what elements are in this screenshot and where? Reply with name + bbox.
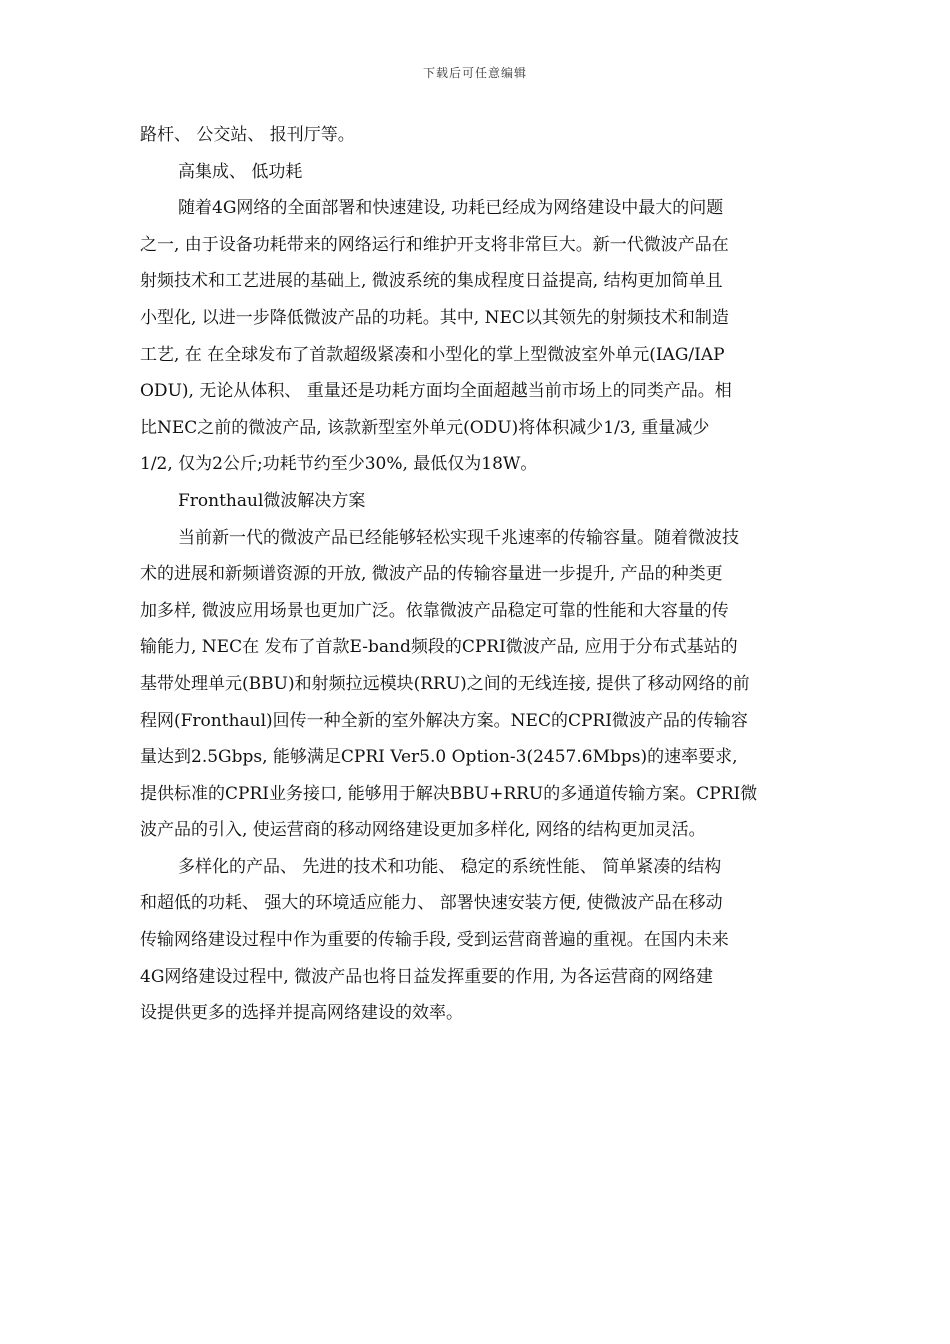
document-body	[140, 117, 812, 1032]
text-line: 之一, 由于设备功耗带来的网络运行和维护开支将非常巨大。新一代微波产品在	[140, 234, 729, 255]
text-line: 小型化, 以进一步降低微波产品的功耗。其中, NEC以其领先的射频技术和制造	[140, 307, 729, 328]
text-line: Fronthaul微波解决方案	[178, 490, 366, 511]
text-line: 提供标准的CPRI业务接口, 能够用于解决BBU+RRU的多通道传输方案。CPRI微	[140, 783, 758, 804]
text-line: 多样化的产品、 先进的技术和功能、 稳定的系统性能、 简单紧凑的结构	[178, 856, 722, 877]
text-line: 4G网络建设过程中, 微波产品也将日益发挥重要的作用, 为各运营商的网络建	[140, 966, 714, 987]
text-line: 当前新一代的微波产品已经能够轻松实现千兆速率的传输容量。随着微波技	[178, 527, 739, 548]
text-line: 量达到2.5Gbps, 能够满足CPRI Ver5.0 Option-3(2457.6Mbps)的速率要求,	[140, 747, 738, 768]
text-line: 设提供更多的选择并提高网络建设的效率。	[140, 1003, 463, 1024]
text-line: 输能力, NEC在 发布了首款E-band频段的CPRI微波产品, 应用于分布式基站的	[140, 637, 738, 658]
text-line: 路杆、 公交站、 报刊厅等。	[140, 125, 355, 145]
text-line: 术的进展和新频谱资源的开放, 微波产品的传输容量进一步提升, 产品的种类更	[140, 564, 723, 585]
text-line: ODU), 无论从体积、 重量还是功耗方面均全面超越当前市场上的同类产品。相	[140, 381, 732, 402]
text-line: 随着4G网络的全面部署和快速建设, 功耗已经成为网络建设中最大的问题	[178, 198, 724, 219]
text-line: 传输网络建设过程中作为重要的传输手段, 受到运营商普遍的重视。在国内未来	[140, 930, 729, 951]
text-line: 加多样, 微波应用场景也更加广泛。依靠微波产品稳定可靠的性能和大容量的传	[140, 600, 729, 621]
text-line: 和超低的功耗、 强大的环境适应能力、 部署快速安装方便, 使微波产品在移动	[140, 893, 723, 914]
text-line: 比NEC之前的微波产品, 该款新型室外单元(ODU)将体积减少1/3, 重量减少	[140, 417, 710, 438]
text-line: 1/2, 仅为2公斤;功耗节约至少30%, 最低仅为18W。	[140, 454, 538, 475]
text-line: 波产品的引入, 使运营商的移动网络建设更加多样化, 网络的结构更加灵活。	[140, 820, 706, 841]
text-line: 基带处理单元(BBU)和射频拉远模块(RRU)之间的无线连接, 提供了移动网络的前	[140, 673, 750, 694]
page-header: 下载后可任意编辑	[422, 66, 527, 80]
text-line: 高集成、 低功耗	[178, 161, 303, 182]
text-line: 工艺, 在 在全球发布了首款超级紧凑和小型化的掌上型微波室外单元(IAG/IAP	[140, 344, 725, 365]
text-line: 程网(Fronthaul)回传一种全新的室外解决方案。NEC的CPRI微波产品的传输容	[140, 710, 748, 731]
text-line: 射频技术和工艺进展的基础上, 微波系统的集成程度日益提高, 结构更加简单且	[140, 271, 723, 292]
